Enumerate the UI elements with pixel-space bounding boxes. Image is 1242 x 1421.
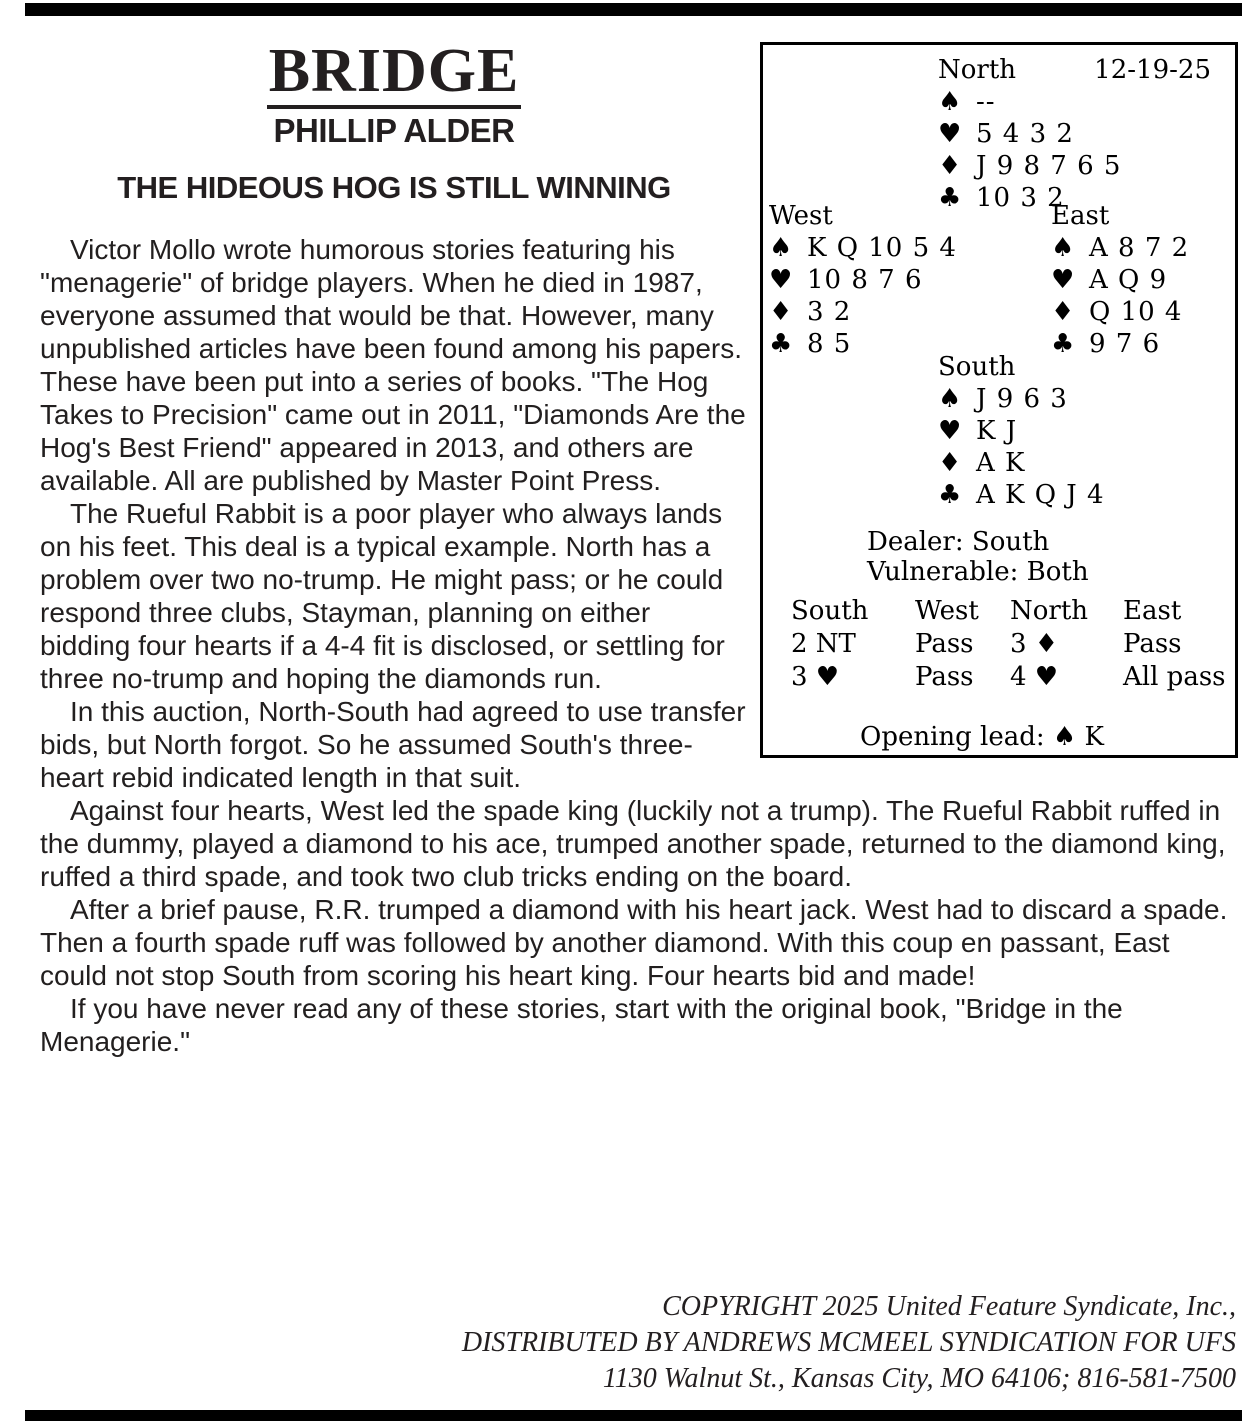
west-diamonds-row xyxy=(769,296,957,328)
north-clubs: 10 3 2 xyxy=(976,183,1065,213)
club-icon: ♣ xyxy=(938,480,962,510)
west-spades: K Q 10 5 4 xyxy=(807,233,957,263)
north-hand xyxy=(938,54,1121,214)
club-icon: ♣ xyxy=(938,183,962,213)
bid-east-1: Pass xyxy=(1123,629,1182,659)
vulnerable-line: Vulnerable: Both xyxy=(867,557,1089,587)
west-spades-row xyxy=(769,232,957,264)
east-spades-row xyxy=(1051,232,1189,264)
dealer-vulnerable-block xyxy=(867,527,1089,587)
copyright-line: 1130 Walnut St., Kansas City, MO 64106; 816-581-7500 xyxy=(602,1363,1236,1394)
north-label: North xyxy=(938,55,1017,85)
south-label: South xyxy=(938,352,1016,382)
deal-diagram xyxy=(760,42,1238,758)
heart-icon: ♥ xyxy=(1051,265,1075,295)
east-hearts-row xyxy=(1051,264,1189,296)
west-clubs: 8 5 xyxy=(807,329,852,359)
paragraph: If you have never read any of these stories, start with the original book, "Bridge in the Menagerie." xyxy=(40,993,1123,1057)
south-clubs: A K Q J 4 xyxy=(976,480,1105,510)
bid-west-2: Pass xyxy=(915,662,974,692)
diamond-icon: ♦ xyxy=(769,297,793,327)
spade-icon: ♠ xyxy=(938,384,962,414)
spade-icon: ♠ xyxy=(769,233,793,263)
paragraph: In this auction, North-South had agreed to use transfer bids, but North forgot. So he assumed South's three-heart rebid indicated length in that suit. xyxy=(40,696,746,793)
club-icon: ♣ xyxy=(1051,329,1075,359)
column-title: BRIDGE xyxy=(267,40,522,109)
south-hearts: K J xyxy=(976,416,1018,446)
auction-table xyxy=(763,595,1226,694)
south-diamonds-row xyxy=(938,447,1105,479)
spade-icon: ♠ xyxy=(1051,233,1075,263)
east-hearts: A Q 9 xyxy=(1089,265,1168,295)
heart-icon: ♥ xyxy=(938,416,962,446)
east-label: East xyxy=(1051,201,1110,231)
west-clubs-row xyxy=(769,328,957,360)
auction-header-south: South xyxy=(791,596,869,626)
north-spades: -- xyxy=(976,87,996,117)
diamond-icon: ♦ xyxy=(938,448,962,478)
dealer-line: Dealer: South xyxy=(867,527,1050,557)
north-hearts-row xyxy=(938,118,1121,150)
south-hearts-row xyxy=(938,415,1105,447)
south-diamonds: A K xyxy=(976,448,1026,478)
bid-north-2: 4 ♥ xyxy=(1010,662,1059,692)
auction-header-north: North xyxy=(1010,596,1089,626)
auction-header-east: East xyxy=(1123,596,1182,626)
bid-west-1: Pass xyxy=(915,629,974,659)
west-diamonds: 3 2 xyxy=(807,297,852,327)
west-hearts: 10 8 7 6 xyxy=(807,265,923,295)
bid-south-2: 3 ♥ xyxy=(791,662,840,692)
east-diamonds: Q 10 4 xyxy=(1089,297,1183,327)
north-diamonds-row xyxy=(938,150,1121,182)
column-byline: PHILLIP ALDER xyxy=(273,112,515,149)
south-spades-row xyxy=(938,383,1105,415)
spade-icon: ♠ xyxy=(938,87,962,117)
east-hand xyxy=(1051,200,1189,360)
club-icon: ♣ xyxy=(769,329,793,359)
west-hand xyxy=(769,200,957,360)
paragraph: After a brief pause, R.R. trumped a diamond with his heart jack. West had to discard a spade. Then a fourth spade ruff was followed by another diamond. With this coup en passant, East could not stop South from scoring his heart king. Four hearts bid and made! xyxy=(40,894,1228,991)
east-spades: A 8 7 2 xyxy=(1089,233,1190,263)
north-diamonds: J 9 8 7 6 5 xyxy=(976,151,1122,181)
paragraph: The Rueful Rabbit is a poor player who always lands on his feet. This deal is a typical example. North has a problem over two no-trump. He might pass; or he could respond three clubs, Stayman, planning on either bidding four hearts if a 4-4 fit is disclosed, or settling for three no-trump and hoping the diamonds run. xyxy=(40,498,725,694)
heart-icon: ♥ xyxy=(769,265,793,295)
diamond-icon: ♦ xyxy=(938,151,962,181)
column-date: 12-19-25 xyxy=(1094,55,1211,85)
north-spades-row xyxy=(938,86,1121,118)
copyright-line: COPYRIGHT 2025 United Feature Syndicate, Inc., xyxy=(662,1291,1236,1322)
auction-header-west: West xyxy=(915,596,979,626)
opening-lead: Opening lead: ♠ K xyxy=(860,722,1104,752)
east-clubs: 9 7 6 xyxy=(1089,329,1161,359)
diamond-icon: ♦ xyxy=(1051,297,1075,327)
bid-south-1: 2 NT xyxy=(791,629,856,659)
paragraph: Victor Mollo wrote humorous stories featuring his "menagerie" of bridge players. When he died in 1987, everyone assumed that would be that. However, many unpublished articles have been found among his papers. These have been put into a series of books. "The Hog Takes to Precision" came out in 2011, "Diamonds Are the Hog's Best Friend" appeared in 2013, and others are available. All are published by Master Point Press. xyxy=(40,234,746,496)
copyright-block xyxy=(462,1289,1236,1397)
south-hand xyxy=(938,351,1105,511)
bottom-rule xyxy=(25,1410,1242,1421)
paragraph: Against four hearts, West led the spade king (luckily not a trump). The Rueful Rabbit ruffed in the dummy, played a diamond to his ace, trumped another spade, returned to the diamond king, ruffed a third spade, and took two club tricks ending on the board. xyxy=(40,795,1226,892)
copyright-line: DISTRIBUTED BY ANDREWS MCMEEL SYNDICATION FOR UFS xyxy=(461,1327,1236,1358)
south-spades: J 9 6 3 xyxy=(976,384,1068,414)
bid-north-1: 3 ♦ xyxy=(1010,629,1059,659)
article-headline: THE HIDEOUS HOG IS STILL WINNING xyxy=(117,170,671,205)
west-hearts-row xyxy=(769,264,957,296)
bid-east-2: All pass xyxy=(1123,662,1226,692)
west-label: West xyxy=(769,201,833,231)
heart-icon: ♥ xyxy=(938,119,962,149)
north-hearts: 5 4 3 2 xyxy=(976,119,1074,149)
east-diamonds-row xyxy=(1051,296,1189,328)
south-clubs-row xyxy=(938,479,1105,511)
